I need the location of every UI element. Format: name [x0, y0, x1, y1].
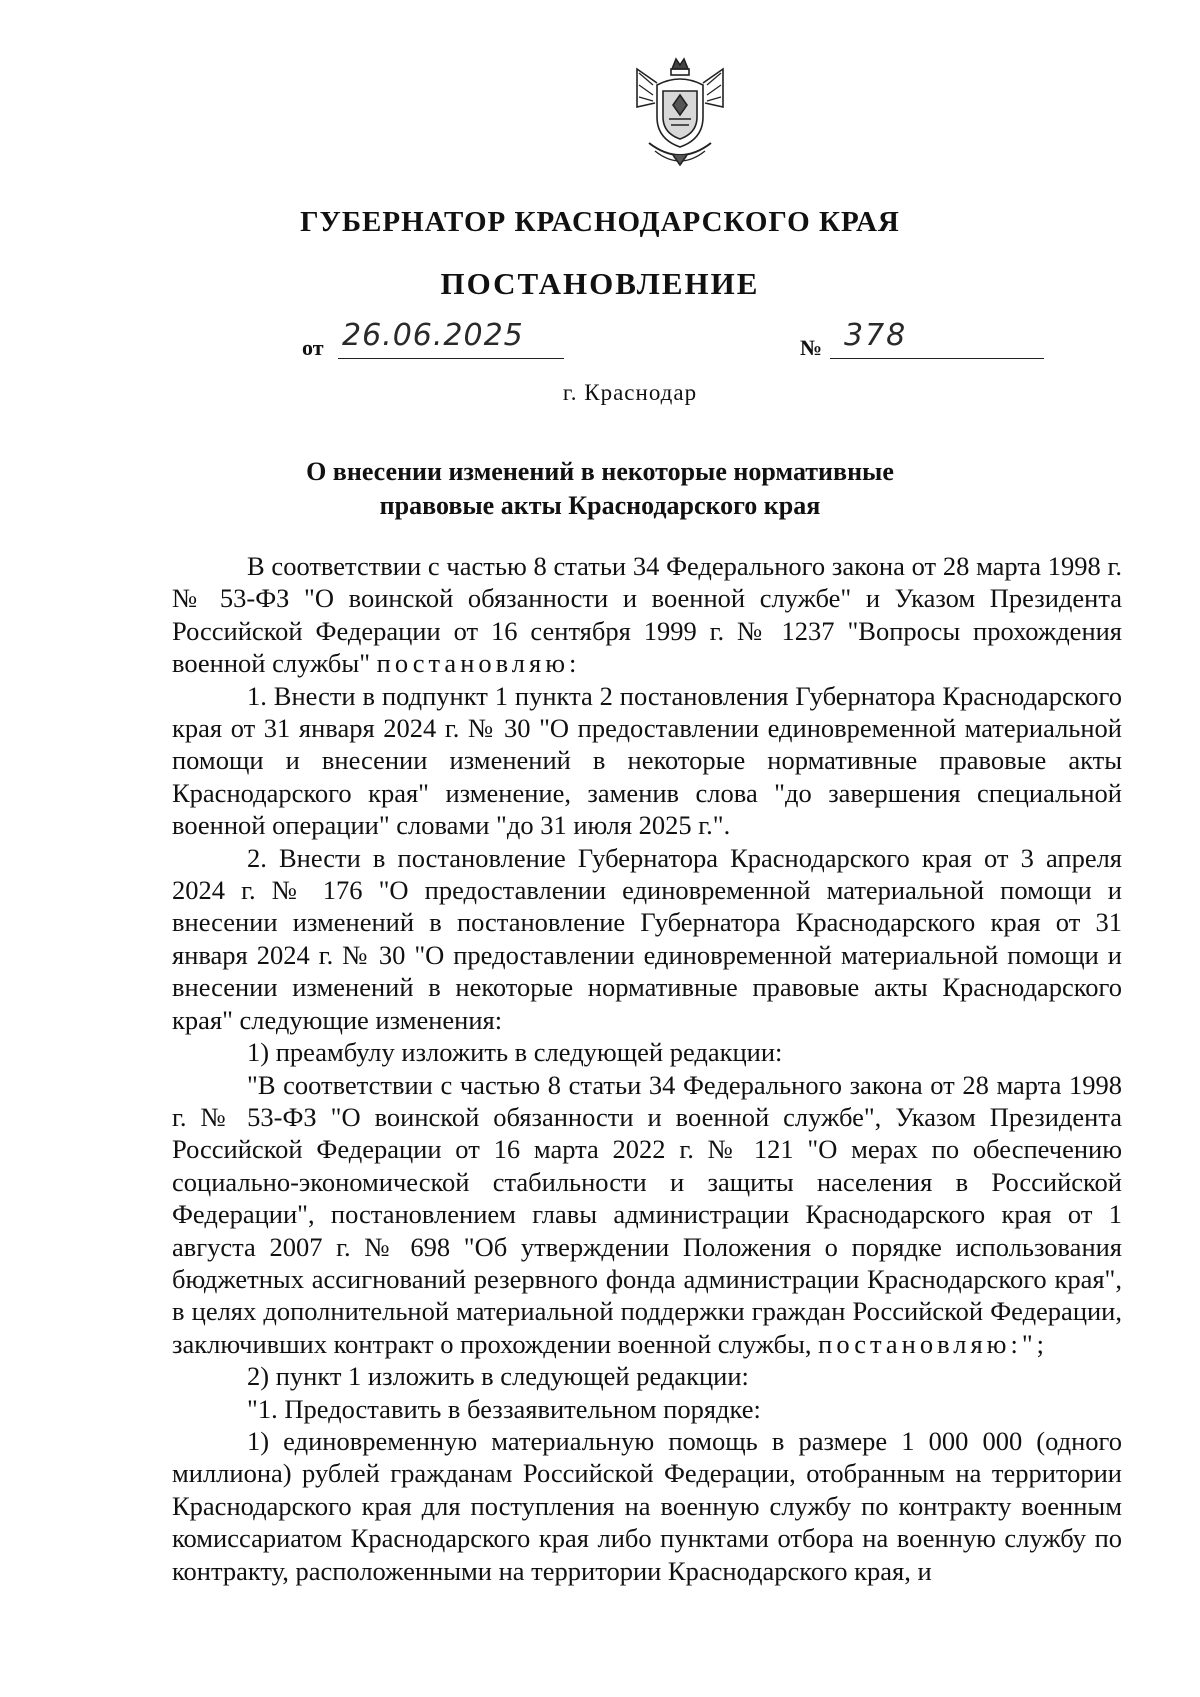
date-label: от — [302, 335, 324, 360]
new-preamble-text: "В соответствии с частью 8 статьи 34 Федерального закона от 28 марта 1998 г. № 53-ФЗ "О воинской обязанности и военной службе", Указом Президента Российской Федерации от 16 марта 2022 г. № 121 "О мерах по обеспечению социально-экономической стабильности и защиты населения в Российской Федерации", постановлением главы администрации Краснодарского края от 1 августа 2007 г. № 698 "Об утверждении Положения о порядке использования бюджетных ассигнований резервного фонда администрации Краснодарского края", в целях дополнительной материальной поддержки граждан Российской Федерации, заключивших контракт о прохождении военной службы, — [172, 1069, 1122, 1359]
preamble-text: В соответствии с частью 8 статьи 34 Федерального закона от 28 марта 1998 г. № 53-ФЗ "О воинской обязанности и военной службе" и Указом Президента Российской Федерации от 16 сентября 1999 г. № 1237 "Вопросы прохождения военной службы" — [172, 551, 1122, 679]
subclause-1-paragraph: 1) преамбулу изложить в следующей редакции: — [247, 1037, 783, 1068]
document-title — [0, 455, 1200, 523]
document-number: 378 — [830, 318, 1044, 359]
issue-city: г. Краснодар — [562, 380, 698, 405]
document-body — [172, 550, 1122, 1587]
document-type: ПОСТАНОВЛЕНИЕ — [440, 266, 760, 301]
issuing-authority: ГУБЕРНАТОР КРАСНОДАРСКОГО КРАЯ — [300, 206, 900, 238]
document-date: 26.06.2025 — [338, 318, 564, 359]
new-subclause-1-paragraph: 1) единовременную материальную помощь в размере 1 000 000 (одного миллиона) рублей гражданам Российской Федерации, отобранным на территории Краснодарского края для поступления на военную службу по контракту военным комиссариатом Краснодарского края либо пунктами отбора на военную службу по контракту, расположенными на территории Краснодарского края, и — [172, 1425, 1122, 1586]
new-clause-1-paragraph: "1. Предоставить в беззаявительном порядке: — [247, 1393, 761, 1424]
title-line-2: правовые акты Краснодарского края — [379, 491, 821, 520]
resolve-word: постановляю: — [376, 648, 581, 679]
subclause-2-paragraph: 2) пункт 1 изложить в следующей редакции: — [247, 1361, 749, 1392]
krasnodar-coat-of-arms-icon — [627, 55, 733, 179]
number-label: № — [800, 335, 823, 360]
preamble-paragraph — [172, 550, 1122, 680]
new-resolve-word: постановляю:"; — [818, 1328, 1049, 1359]
new-preamble-paragraph — [172, 1069, 1122, 1361]
clause-1-paragraph: 1. Внести в подпункт 1 пункта 2 постановления Губернатора Краснодарского края от 31 января 2024 г. № 30 "О предоставлении единовременной материальной помощи и внесении изменений в некоторые нормативные правовые акты Краснодарского края" изменение, заменив слова "до завершения специальной военной операции" словами "до 31 июля 2025 г.". — [172, 680, 1122, 841]
title-line-1: О внесении изменений в некоторые нормативные — [306, 457, 894, 486]
clause-2-paragraph: 2. Внести в постановление Губернатора Краснодарского края от 3 апреля 2024 г. № 176 "О предоставлении единовременной материальной помощи и внесении изменений в постановление Губернатора Краснодарского края от 31 января 2024 г. № 30 "О предоставлении единовременной материальной помощи и внесении изменений в некоторые нормативные правовые акты Краснодарского края" следующие изменения: — [172, 842, 1122, 1035]
